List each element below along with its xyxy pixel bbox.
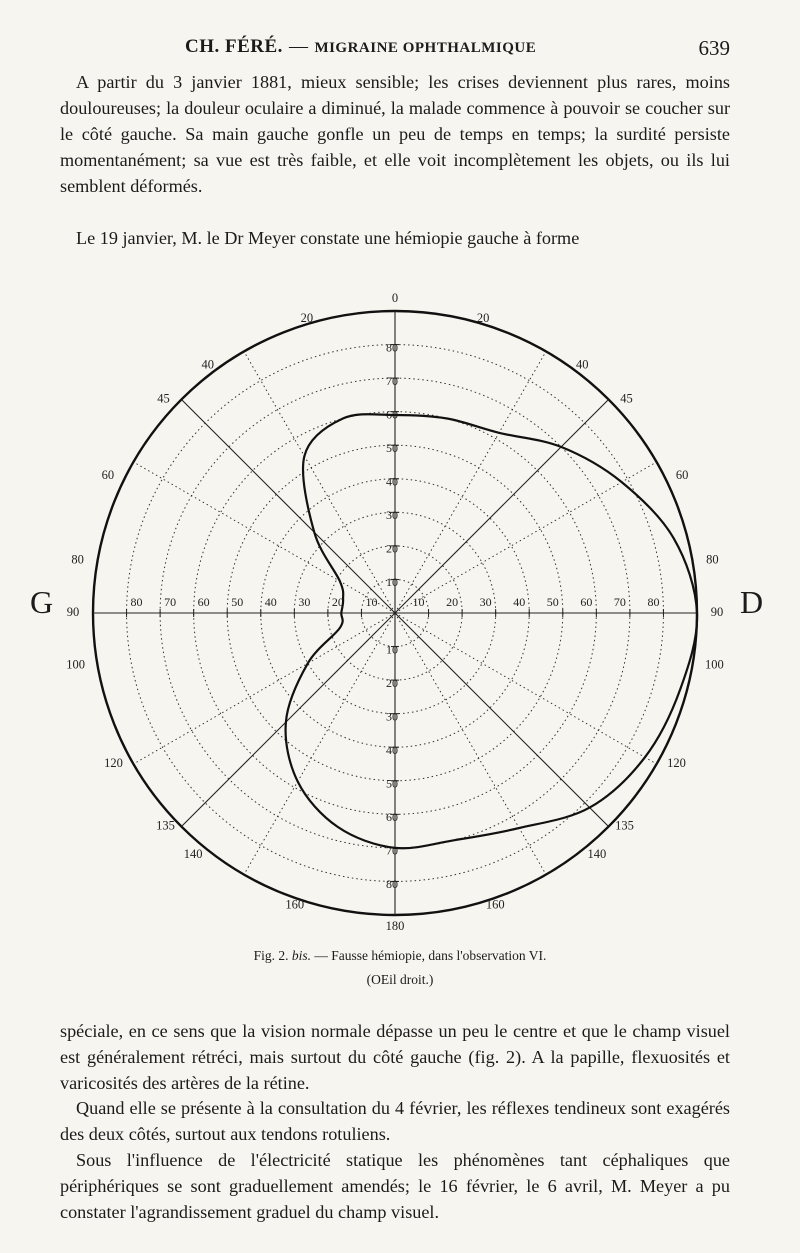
meridian-150 — [395, 613, 546, 875]
paragraph-3: spéciale, en ce sens que la vision normale dépasse un peu le centre et que le champ visuel est généralement rétréci, mais surtout du côté gauche (fig. 2). A la papille, flexuosités et varicosités des artères de la rétine. — [60, 1021, 730, 1093]
angle-label-45: 45 — [620, 391, 633, 406]
angle-label-45: 45 — [157, 391, 170, 406]
paragraph-2: Le 19 janvier, M. le Dr Meyer constate une hémiopie gauche à forme — [76, 228, 580, 248]
figure-caption-sub: (OEil droit.) — [366, 972, 434, 987]
axis-label-left-40: 40 — [264, 594, 277, 609]
angle-label-140: 140 — [183, 846, 203, 861]
running-header — [60, 36, 740, 60]
ring-label-down-40: 40 — [386, 742, 398, 757]
meridian-330 — [244, 351, 395, 613]
angle-label-180: 180 — [385, 918, 405, 933]
ring-label-up-20: 20 — [386, 541, 398, 556]
angle-label-140: 140 — [587, 846, 607, 861]
side-label-left: G — [30, 584, 54, 620]
angle-label-120: 120 — [104, 755, 123, 770]
angle-label-120: 120 — [667, 755, 686, 770]
ring-label-up-30: 30 — [386, 508, 398, 523]
meridian-45 — [395, 399, 609, 613]
ring-label-up-40: 40 — [386, 474, 398, 489]
axis-label-right-40: 40 — [513, 594, 526, 609]
paragraph-5: Sous l'influence de l'électricité statique les phénomènes tant céphaliques que périphériques se sont graduellement amendés; le 16 février, le 6 avril, M. Meyer a pu constater l'agrandissement graduel du champ visuel. — [60, 1150, 730, 1222]
axis-label-right-80: 80 — [647, 594, 660, 609]
axis-label-right-30: 30 — [479, 594, 492, 609]
ring-label-down-80: 80 — [386, 877, 398, 892]
header-section: MIGRAINE OPHTHALMIQUE — [314, 40, 537, 56]
axis-label-right-60: 60 — [580, 594, 593, 609]
ring-label-up-10: 10 — [386, 575, 398, 590]
ring-label-down-10: 10 — [386, 642, 398, 657]
figure-caption — [0, 948, 800, 964]
ring-label-up-80: 80 — [386, 340, 398, 355]
axis-label-left-30: 30 — [298, 594, 311, 609]
axis-label-left-80: 80 — [130, 594, 143, 609]
paragraph-1: A partir du 3 janvier 1881, mieux sensible; les crises deviennent plus rares, moins douloureuses; la douleur oculaire a diminué, la malade commence à pouvoir se coucher sur le côté gauche. Sa main gauche gonfle un peu de temps en temps; la surdité persiste momentanément; sa vue est très faible, et elle voit incomplètement les objets, ou ils lui semblent déformés. — [60, 72, 730, 196]
angle-label-100: 100 — [705, 657, 724, 672]
axis-label-right-10: 10 — [412, 594, 425, 609]
angle-label-90: 90 — [710, 604, 724, 619]
angle-label-90: 90 — [66, 604, 80, 619]
angle-label-40: 40 — [575, 357, 589, 372]
ring-label-down-50: 50 — [386, 776, 398, 791]
ring-label-down-30: 30 — [386, 709, 398, 724]
caption-text: — Fausse hémiopie, dans l'observation VI. — [314, 948, 547, 963]
axis-label-right-70: 70 — [613, 594, 626, 609]
header-separator: — — [288, 36, 309, 57]
visual-field-boundary — [286, 414, 698, 848]
meridian-60 — [395, 462, 660, 613]
axis-label-right-20: 20 — [446, 594, 459, 609]
angle-label-135: 135 — [615, 818, 634, 833]
ring-label-up-50: 50 — [386, 440, 398, 455]
angle-label-135: 135 — [156, 818, 175, 833]
ring-label-up-60: 60 — [386, 407, 398, 422]
ring-label-down-70: 70 — [386, 843, 398, 858]
axis-label-left-70: 70 — [164, 594, 177, 609]
meridian-225 — [181, 613, 395, 827]
angle-label-80: 80 — [706, 552, 719, 567]
axis-label-left-50: 50 — [231, 594, 244, 609]
perimetry-chart — [0, 270, 800, 950]
caption-bis: bis. — [291, 948, 311, 963]
meridian-240 — [133, 613, 395, 764]
page-number: 639 — [698, 36, 730, 60]
meridian-30 — [395, 351, 546, 613]
angle-label-20: 20 — [476, 311, 490, 326]
axis-label-right-50: 50 — [546, 594, 559, 609]
axis-label-left-20: 20 — [331, 594, 344, 609]
caption-prefix: Fig. 2. — [253, 948, 289, 963]
ring-label-up-70: 70 — [386, 373, 398, 388]
angle-label-60: 60 — [675, 467, 689, 482]
angle-label-100: 100 — [66, 657, 85, 672]
angle-label-80: 80 — [71, 552, 84, 567]
angle-label-160: 160 — [285, 897, 305, 912]
axis-label-left-60: 60 — [197, 594, 210, 609]
angle-label-60: 60 — [101, 467, 115, 482]
side-label-right: D — [740, 584, 764, 620]
meridian-315 — [181, 399, 395, 613]
angle-label-160: 160 — [485, 897, 505, 912]
axis-label-left-10: 10 — [365, 594, 378, 609]
ring-label-down-60: 60 — [386, 810, 398, 825]
angle-label-20: 20 — [300, 311, 314, 326]
meridian-135 — [395, 613, 609, 827]
angle-label-0: 0 — [391, 290, 399, 305]
header-author: CH. FÉRÉ. — [185, 36, 283, 57]
angle-label-40: 40 — [201, 357, 215, 372]
paragraph-4: Quand elle se présente à la consultation du 4 février, les réflexes tendineux sont exagérés des deux côtés, surtout aux tendons rotuliens. — [60, 1098, 730, 1144]
ring-label-down-20: 20 — [386, 675, 398, 690]
header-title — [185, 36, 536, 58]
